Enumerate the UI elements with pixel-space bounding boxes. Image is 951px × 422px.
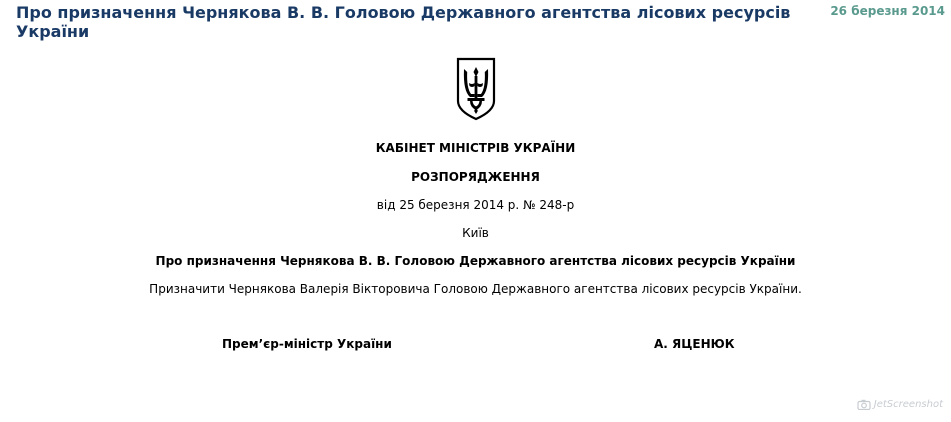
document-type: РОЗПОРЯДЖЕННЯ xyxy=(411,170,540,184)
document-subject: Про призначення Чернякова В. В. Головою Державного агентства лісових ресурсів України xyxy=(155,254,796,268)
camera-icon xyxy=(857,395,871,414)
trident-coat-of-arms-icon xyxy=(454,55,498,122)
signatory-position: Прем’єр-міністр України xyxy=(222,337,392,351)
signatory-name: А. ЯЦЕНЮК xyxy=(654,337,735,351)
document-date-number: від 25 березня 2014 р. № 248-р xyxy=(376,198,575,212)
watermark xyxy=(857,395,943,414)
publication-date: 26 березня 2014 xyxy=(830,4,945,18)
watermark-text: JetScreenshot xyxy=(873,399,943,410)
document-body: Призначити Чернякова Валерія Вікторовича Головою Державного агентства лісових ресурсів України. xyxy=(149,282,802,296)
issuing-authority: КАБІНЕТ МІНІСТРІВ УКРАЇНИ xyxy=(375,141,576,155)
document-city: Київ xyxy=(462,226,489,240)
page-title: Про призначення Чернякова В. В. Головою Державного агентства лісових ресурсів України xyxy=(16,3,791,41)
